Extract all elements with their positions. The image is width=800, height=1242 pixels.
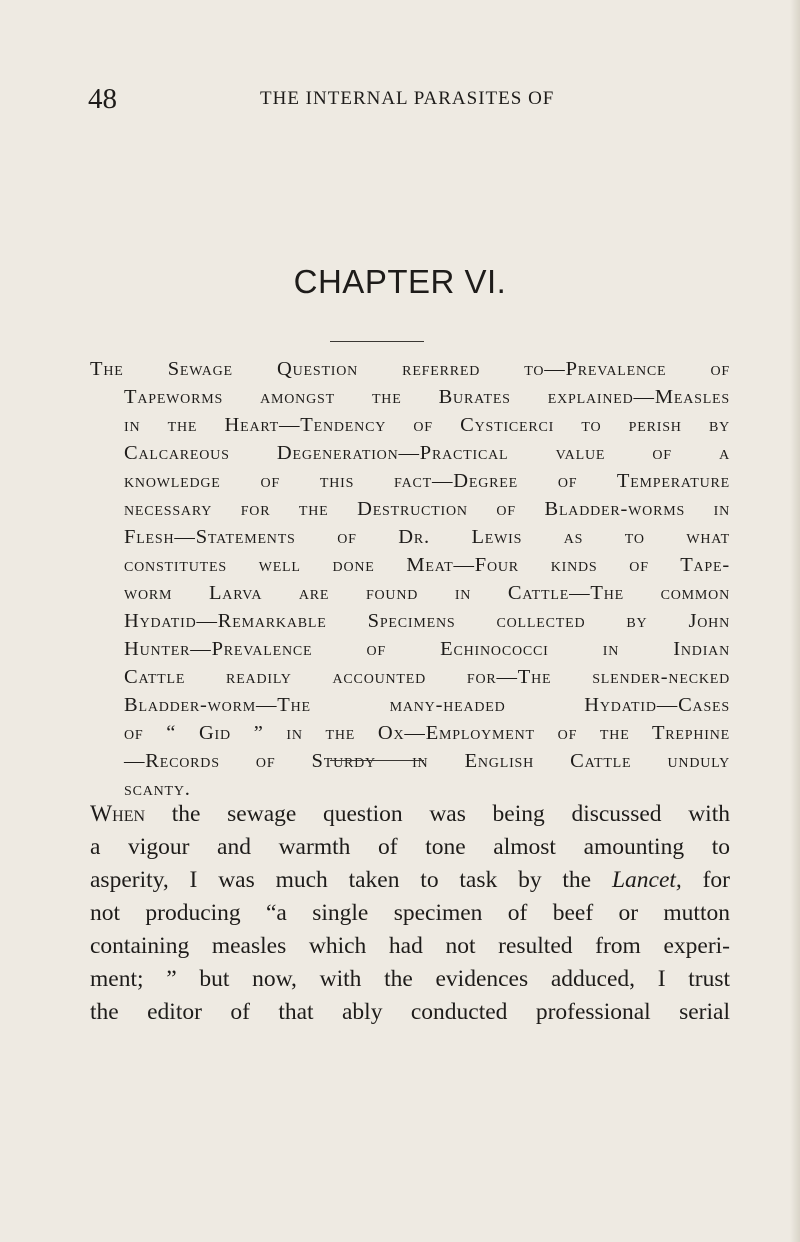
body-line bbox=[90, 798, 730, 831]
journal-title: Lancet, bbox=[611, 867, 682, 893]
chapter-synopsis bbox=[90, 355, 730, 803]
body-line: ment; ” but now, with the evidences adduced, I trust bbox=[90, 966, 730, 992]
synopsis-line: Bladder-worm—The many-headed Hydatid—Cases bbox=[124, 694, 730, 716]
synopsis-line: Calcareous Degeneration—Practical value of a bbox=[124, 442, 730, 464]
synopsis-line: knowledge of this fact—Degree of Temperature bbox=[124, 470, 730, 492]
synopsis-line: Flesh—Statements of Dr. Lewis as to what bbox=[124, 526, 730, 548]
synopsis-line: —Records of Sturdy in English Cattle unduly bbox=[124, 750, 730, 772]
body-text-span: for bbox=[681, 867, 731, 893]
body-line: not producing “a single specimen of beef or mutton bbox=[90, 900, 730, 926]
body-line: a vigour and warmth of tone almost amounting to bbox=[90, 834, 730, 860]
synopsis-line: The Sewage Question referred to—Prevalence of bbox=[90, 358, 730, 380]
body-text-span: the sewage question was being discussed with bbox=[145, 801, 730, 827]
synopsis-line: Hydatid—Remarkable Specimens collected by John bbox=[124, 610, 730, 632]
divider-rule-top bbox=[330, 341, 424, 342]
body-paragraph bbox=[90, 798, 730, 1029]
page-edge-shadow bbox=[790, 0, 800, 1242]
synopsis-line: Cattle readily accounted for—The slender-necked bbox=[124, 666, 730, 688]
synopsis-line: worm Larva are found in Cattle—The common bbox=[124, 582, 730, 604]
body-line: the editor of that ably conducted professional serial bbox=[90, 999, 730, 1025]
synopsis-line: scanty. bbox=[124, 778, 191, 800]
running-head-title: THE INTERNAL PARASITES OF bbox=[260, 88, 555, 109]
synopsis-line: Hunter—Prevalence of Echinococci in Indian bbox=[124, 638, 730, 660]
chapter-title: CHAPTER VI. bbox=[293, 263, 507, 300]
running-head bbox=[88, 84, 730, 114]
body-line bbox=[90, 864, 730, 897]
body-line: containing measles which had not resulted from experi- bbox=[90, 933, 730, 959]
synopsis-line: of “ Gid ” in the Ox—Employment of the Trephine bbox=[124, 722, 730, 744]
synopsis-line: Tapeworms amongst the Burates explained—Measles bbox=[124, 386, 730, 408]
divider-rule-bottom bbox=[330, 760, 424, 761]
body-text-span: asperity, I was much taken to task by the bbox=[90, 867, 612, 893]
page-number: 48 bbox=[88, 83, 117, 115]
synopsis-line: constitutes well done Meat—Four kinds of Tape- bbox=[124, 554, 730, 576]
lead-word: When bbox=[90, 801, 146, 827]
synopsis-line: necessary for the Destruction of Bladder-worms in bbox=[124, 498, 730, 520]
synopsis-line: in the Heart—Tendency of Cysticerci to perish by bbox=[124, 414, 730, 436]
